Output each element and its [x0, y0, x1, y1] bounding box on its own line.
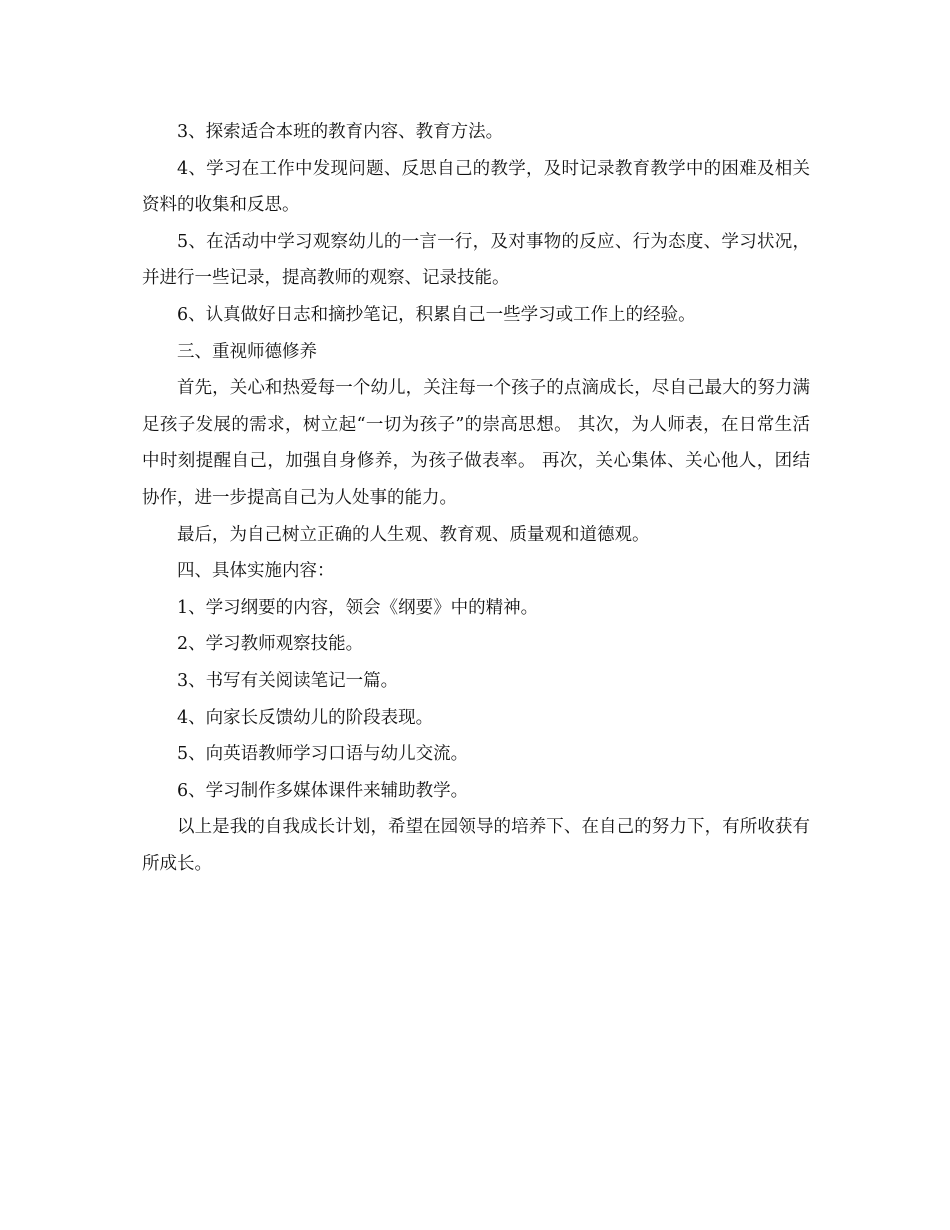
- paragraph-item-4: 4、学习在工作中发现问题、反思自己的教学，及时记录教育教学中的困难及相关资料的收集和反思。: [142, 158, 810, 216]
- implementation-item-5: 5、向英语教师学习口语与幼儿交流。: [177, 744, 469, 765]
- paragraph-item-3: 3、探索适合本班的教育内容、教育方法。: [177, 122, 504, 142]
- implementation-item-4: 4、向家长反馈幼儿的阶段表现。: [177, 707, 434, 728]
- section-heading-4: 四、具体实施内容：: [177, 561, 335, 582]
- paragraph-item-6: 6、认真做好日志和摘抄笔记，积累自己一些学习或工作上的经验。: [177, 304, 696, 325]
- document-body: [142, 114, 810, 882]
- implementation-item-3: 3、书写有关阅读笔记一篇。: [177, 670, 399, 691]
- implementation-item-6: 6、学习制作多媒体课件来辅助教学。: [177, 780, 469, 801]
- implementation-item-1: 1、学习纲要的内容，领会《纲要》中的精神。: [177, 597, 539, 618]
- section-heading-3: 三、重视师德修养: [177, 341, 317, 362]
- paragraph-ethics: 首先，关心和热爱每一个幼儿，关注每一个孩子的点滴成长，尽自己最大的努力满足孩子发展的需求，树立起“一切为孩子”的崇高思想。 其次，为人师表，在日常生活中时刻提醒自己，加强自身修养，为孩子做表率。 再次，关心集体、关心他人，团结协作，进一步提高自己为人处事的能力。: [142, 378, 810, 508]
- paragraph-values: 最后，为自己树立正确的人生观、教育观、质量观和道德观。: [177, 524, 650, 545]
- closing-paragraph: 以上是我的自我成长计划，希望在园领导的培养下、在自己的努力下，有所收获有所成长。: [142, 817, 810, 874]
- implementation-item-2: 2、学习教师观察技能。: [177, 634, 364, 655]
- paragraph-item-5: 5、在活动中学习观察幼儿的一言一行，及对事物的反应、行为态度、学习状况，并进行一些记录，提高教师的观察、记录技能。: [142, 231, 810, 289]
